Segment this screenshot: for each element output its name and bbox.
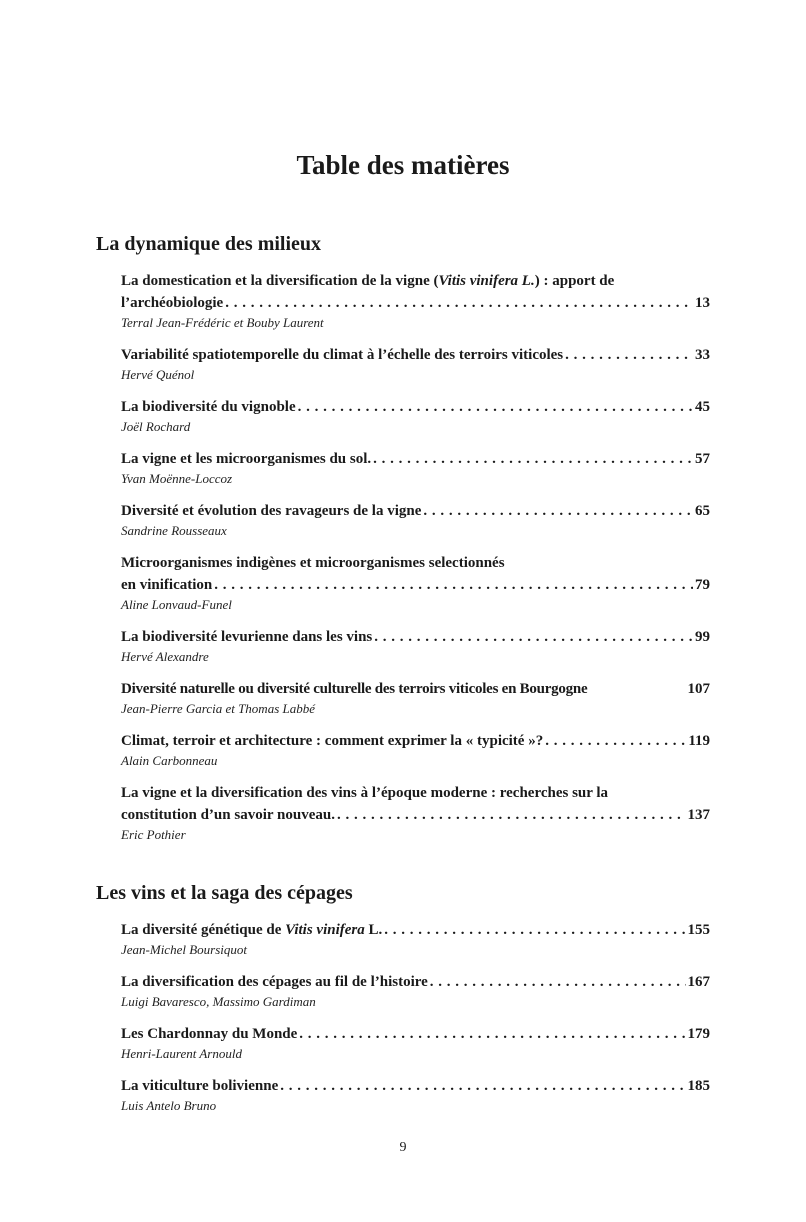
entry-page: 99 <box>695 629 710 645</box>
dot-leader <box>373 448 693 470</box>
entry-author: Aline Lonvaud-Funel <box>121 597 232 612</box>
entry-author: Jean-Pierre Garcia et Thomas Labbé <box>121 701 316 716</box>
entry-title-line: Microorganismes indigènes et microorganismes selectionnés <box>121 555 505 571</box>
toc-section-2 <box>96 881 710 1127</box>
entry-title: La biodiversité levurienne dans les vins <box>121 629 373 645</box>
entry-page: 79 <box>695 577 710 593</box>
dot-leader <box>298 396 693 418</box>
entry-title: Diversité naturelle ou diversité culturelle des terroirs viticoles en Bourgogne <box>121 681 588 697</box>
entry-title: l’archéobiologie <box>121 295 224 311</box>
entry-title-line: La domestication et la diversification de la vigne (Vitis vinifera L.) : apport de <box>121 273 615 289</box>
entry-title: Variabilité spatiotemporelle du climat à l’échelle des terroirs viticoles <box>121 347 564 363</box>
dot-leader <box>423 500 693 522</box>
entry-author: Luigi Bavaresco, Massimo Gardiman <box>121 994 316 1009</box>
dot-leader <box>299 1023 685 1045</box>
entry-title: La viticulture bolivienne <box>121 1078 279 1094</box>
entry-page: 185 <box>687 1078 710 1094</box>
dot-leader <box>280 1075 685 1097</box>
entry-title: La diversification des cépages au fil de l’histoire <box>121 974 428 990</box>
entry-title: La vigne et les microorganismes du sol. <box>121 451 372 467</box>
dot-leader <box>430 971 686 993</box>
toc-entry[interactable] <box>121 344 710 383</box>
entry-page: 57 <box>695 451 710 467</box>
entry-title: en vinification <box>121 577 213 593</box>
toc-entry[interactable] <box>121 500 710 539</box>
dot-leader <box>374 626 693 648</box>
toc-entry[interactable] <box>121 270 710 331</box>
entry-page: 155 <box>687 922 710 938</box>
entry-author: Hervé Quénol <box>121 367 195 382</box>
entry-page: 167 <box>687 974 710 990</box>
entry-author: Henri-Laurent Arnould <box>121 1046 242 1061</box>
entry-title-line: La vigne et la diversification des vins à l’époque moderne : recherches sur la <box>121 785 609 801</box>
section-heading: La dynamique des milieux <box>96 233 322 255</box>
dot-leader <box>384 919 685 941</box>
entry-page: 45 <box>695 399 710 415</box>
entry-author: Yvan Moënne-Loccoz <box>121 471 233 486</box>
entry-title: Climat, terroir et architecture : comment exprimer la « typicité »? <box>121 733 544 749</box>
entry-title: La biodiversité du vignoble <box>121 399 296 415</box>
entry-page: 119 <box>688 733 710 749</box>
toc-section-1 <box>96 232 710 856</box>
entry-author: Alain Carbonneau <box>121 753 218 768</box>
page-number: 9 <box>399 1140 407 1155</box>
entry-title: Diversité et évolution des ravageurs de la vigne <box>121 503 422 519</box>
toc-entry[interactable] <box>121 1023 710 1062</box>
entry-title: Les Chardonnay du Monde <box>121 1026 298 1042</box>
toc-entry[interactable] <box>121 1075 710 1114</box>
toc-entry[interactable] <box>121 448 710 487</box>
toc-entry[interactable] <box>121 678 710 717</box>
dot-leader <box>565 344 693 366</box>
toc-entry[interactable] <box>121 396 710 435</box>
entry-page: 65 <box>695 503 710 519</box>
page-title: Table des matières <box>296 150 510 180</box>
toc-entry[interactable] <box>121 730 710 769</box>
entry-page: 13 <box>695 295 710 311</box>
toc-entry[interactable] <box>121 919 710 958</box>
entry-author: Terral Jean-Frédéric et Bouby Laurent <box>121 315 324 330</box>
entry-author: Hervé Alexandre <box>121 649 209 664</box>
entry-author: Sandrine Rousseaux <box>121 523 227 538</box>
section-heading: Les vins et la saga des cépages <box>96 882 353 904</box>
entry-page: 33 <box>695 347 710 363</box>
entry-author: Eric Pothier <box>121 827 186 842</box>
toc-entry[interactable] <box>121 971 710 1010</box>
entry-page: 137 <box>687 807 710 823</box>
entry-author: Joël Rochard <box>121 419 191 434</box>
toc-entry[interactable] <box>121 626 710 665</box>
entry-author: Jean-Michel Boursiquot <box>121 942 247 957</box>
toc-entry[interactable] <box>121 782 710 843</box>
dot-leader <box>225 292 693 314</box>
entry-title: constitution d’un savoir nouveau. <box>121 807 335 823</box>
entry-page: 107 <box>687 681 710 697</box>
entry-page: 179 <box>687 1026 710 1042</box>
entry-author: Luis Antelo Bruno <box>121 1098 217 1113</box>
dot-leader <box>545 730 686 752</box>
dot-leader <box>337 804 686 826</box>
toc-entry[interactable] <box>121 552 710 613</box>
entry-title: La diversité génétique de Vitis vinifera L. <box>121 922 383 938</box>
dot-leader <box>214 574 693 596</box>
